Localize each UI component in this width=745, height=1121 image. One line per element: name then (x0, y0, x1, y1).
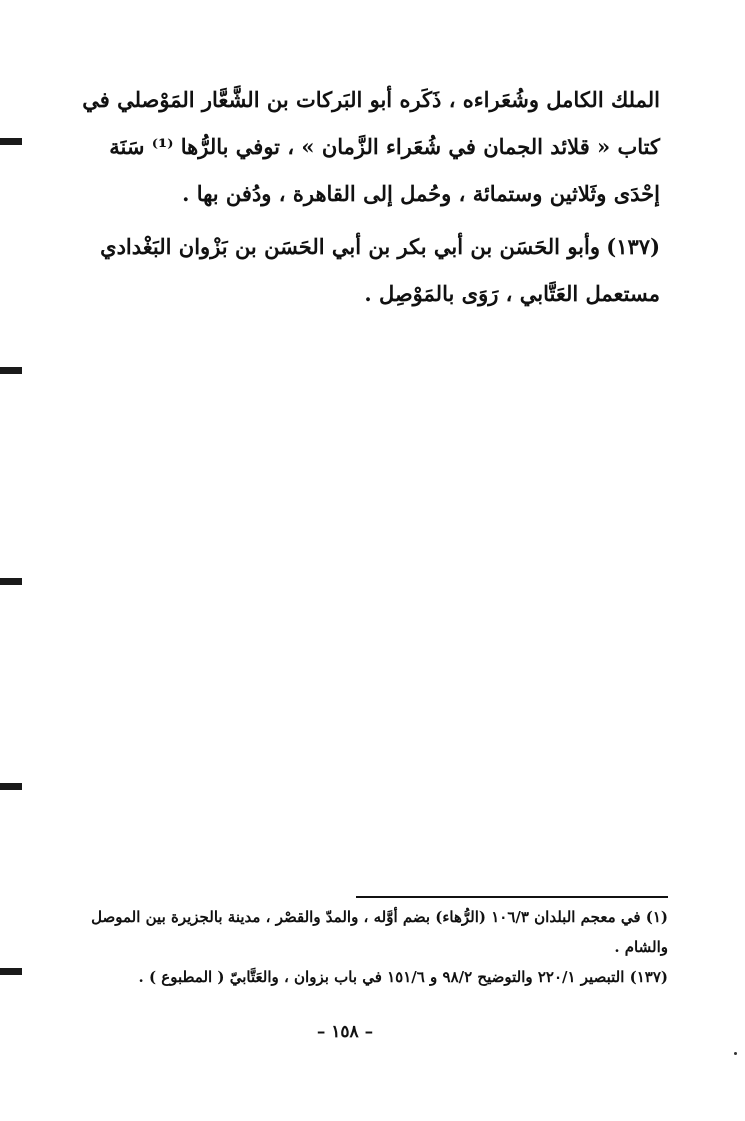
text-line: كتاب « قلائد الجمان في شُعَراء الزَّمان » ، توفي بالرُّها ⁽¹⁾ سَنَة (109, 134, 660, 159)
scan-speck (734, 1052, 737, 1055)
entry-first-line (40, 223, 660, 270)
margin-mark (0, 367, 22, 374)
margin-mark (0, 783, 22, 790)
footnote-divider (356, 896, 668, 898)
margin-mark (0, 968, 22, 975)
footnote: (١) في معجم البلدان ١٠٦/٣ (الرُّهاء) بضم أوَّله ، والمدّ والقصْر ، مدينة بالجزيرة بين الموصل والشام . (91, 908, 668, 956)
text-line: إحْدَى وثَلاثين وستمائة ، وحُمل إلى القاهرة ، ودُفن بها . (182, 181, 660, 206)
page-number: – ١٥٨ – (316, 1022, 374, 1042)
text-line: الملك الكامل وشُعَراءه ، ذَكَره أبو البَركات بن الشَّعَّار المَوْصلي في (82, 87, 660, 112)
body-paragraph (40, 76, 660, 217)
text-line: مستعمل العَتَّابي ، رَوَى بالمَوْصِل . (364, 281, 660, 306)
footnotes (48, 902, 668, 992)
text-line: وأبو الحَسَن بن أبي بكر بن أبي الحَسَن بن بَزْوان البَغْدادي (100, 234, 600, 259)
entry-137 (40, 223, 660, 317)
footnote: (١٣٧) التبصير ٢٢٠/١ والتوضيح ٩٨/٢ و ١٥١/٦ في باب بزوان ، والعَتَّابيّ ( المطبوع ) . (138, 968, 668, 986)
margin-mark (0, 138, 22, 145)
entry-number: (١٣٧) (606, 234, 660, 259)
margin-mark (0, 578, 22, 585)
